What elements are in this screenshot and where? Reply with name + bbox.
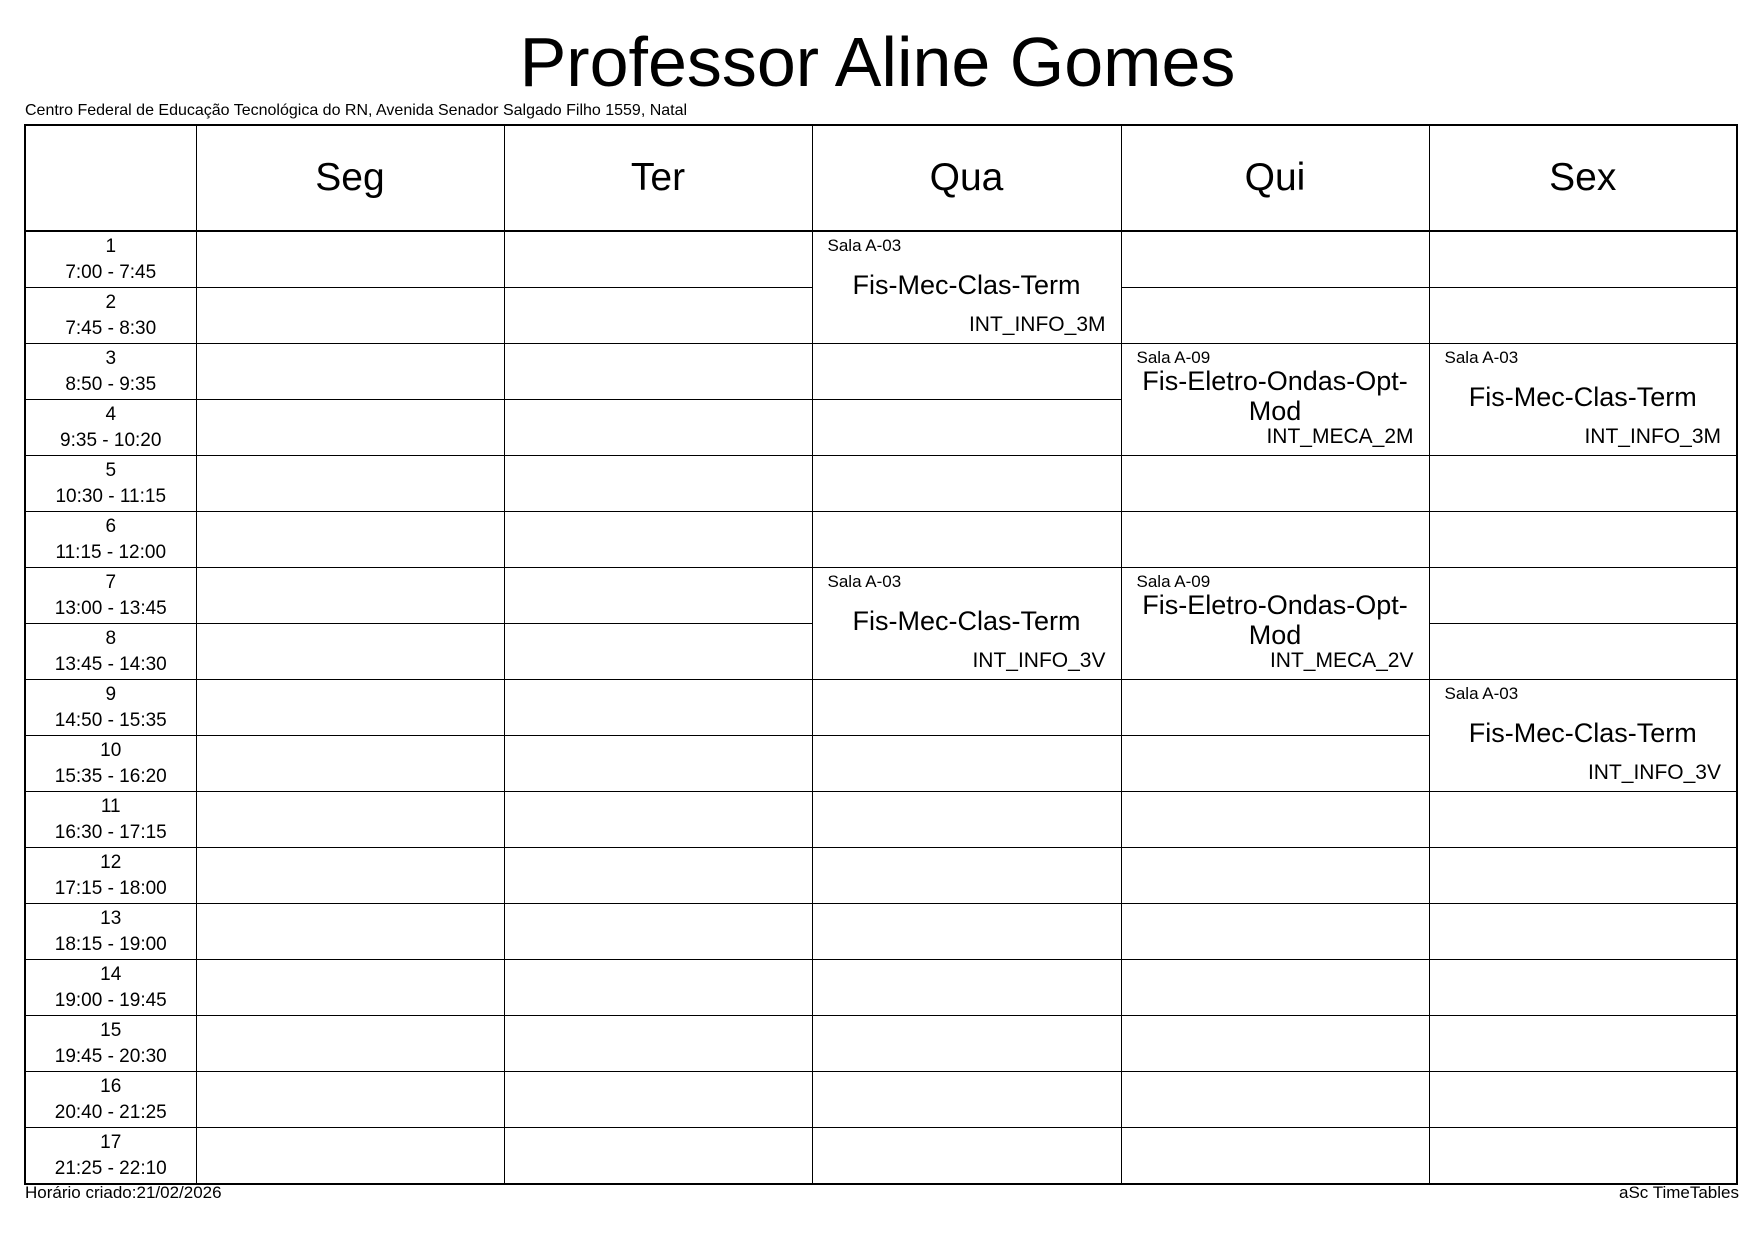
empty-slot — [196, 792, 504, 848]
empty-slot — [196, 848, 504, 904]
empty-slot — [1121, 1128, 1429, 1185]
period-label — [25, 736, 196, 792]
empty-slot — [504, 904, 812, 960]
empty-slot — [196, 231, 504, 288]
period-number: 3 — [105, 347, 117, 369]
empty-slot — [504, 1072, 812, 1128]
empty-slot — [1121, 512, 1429, 568]
lesson-subject: Fis-Mec-Clas-Term — [852, 606, 1081, 636]
corner-cell — [25, 125, 196, 231]
timetable — [24, 124, 1738, 1185]
day-header-seg: Seg — [196, 125, 504, 231]
empty-slot — [1429, 456, 1737, 512]
empty-slot — [504, 288, 812, 344]
period-label — [25, 904, 196, 960]
period-time: 21:25 - 22:10 — [54, 1157, 167, 1179]
empty-slot — [1429, 512, 1737, 568]
empty-slot — [812, 512, 1121, 568]
period-time: 11:15 - 12:00 — [55, 541, 167, 563]
period-time: 13:00 - 13:45 — [54, 597, 167, 619]
empty-slot — [1429, 960, 1737, 1016]
period-number: 10 — [100, 739, 122, 761]
lesson-class-group: INT_INFO_3V — [972, 649, 1106, 672]
empty-slot — [812, 1128, 1121, 1185]
empty-slot — [1429, 1128, 1737, 1185]
empty-slot — [1121, 1016, 1429, 1072]
period-number: 16 — [100, 1075, 122, 1097]
empty-slot — [504, 231, 812, 288]
software-credit: aSc TimeTables — [1619, 1183, 1739, 1202]
empty-slot — [812, 1016, 1121, 1072]
empty-slot — [196, 400, 504, 456]
period-row — [25, 792, 1737, 848]
period-time: 17:15 - 18:00 — [54, 877, 167, 899]
period-time: 7:00 - 7:45 — [65, 261, 157, 283]
empty-slot — [196, 344, 504, 400]
lesson-class-group: INT_INFO_3M — [968, 313, 1106, 336]
period-time: 15:35 - 16:20 — [54, 765, 167, 787]
period-row — [25, 512, 1737, 568]
empty-slot — [1121, 456, 1429, 512]
empty-slot — [504, 568, 812, 624]
empty-slot — [1429, 904, 1737, 960]
empty-slot — [196, 512, 504, 568]
empty-slot — [812, 456, 1121, 512]
empty-slot — [1121, 848, 1429, 904]
empty-slot — [812, 400, 1121, 456]
day-header-row — [25, 125, 1737, 231]
day-header-qui: Qui — [1121, 125, 1429, 231]
empty-slot — [504, 1128, 812, 1185]
period-number: 5 — [105, 459, 117, 481]
lesson-cell[interactable] — [1121, 344, 1429, 456]
empty-slot — [504, 792, 812, 848]
empty-slot — [196, 904, 504, 960]
school-address: Centro Federal de Educação Tecnológica do RN, Avenida Senador Salgado Filho 1559, Natal — [25, 102, 688, 119]
lesson-class-group: INT_MECA_2M — [1266, 425, 1414, 448]
period-label — [25, 960, 196, 1016]
empty-slot — [504, 512, 812, 568]
empty-slot — [196, 1016, 504, 1072]
period-number: 14 — [100, 963, 122, 985]
empty-slot — [196, 680, 504, 736]
empty-slot — [812, 904, 1121, 960]
empty-slot — [1429, 624, 1737, 680]
period-label — [25, 1128, 196, 1185]
lesson-cell[interactable] — [1429, 344, 1737, 456]
empty-slot — [196, 1072, 504, 1128]
empty-slot — [196, 456, 504, 512]
lesson-subject: Fis-Mec-Clas-Term — [852, 270, 1081, 300]
empty-slot — [1121, 904, 1429, 960]
lesson-class-group: INT_INFO_3M — [1584, 425, 1721, 448]
empty-slot — [196, 1128, 504, 1185]
empty-slot — [504, 960, 812, 1016]
page-title: Professor Aline Gomes — [519, 23, 1236, 101]
period-number: 4 — [105, 403, 117, 425]
period-time: 18:15 - 19:00 — [54, 933, 167, 955]
period-label — [25, 624, 196, 680]
period-row — [25, 960, 1737, 1016]
period-time: 19:45 - 20:30 — [54, 1045, 167, 1067]
empty-slot — [1121, 288, 1429, 344]
period-time: 14:50 - 15:35 — [54, 709, 167, 731]
empty-slot — [812, 960, 1121, 1016]
period-label — [25, 792, 196, 848]
period-label — [25, 848, 196, 904]
period-row — [25, 231, 1737, 288]
period-label — [25, 400, 196, 456]
empty-slot — [504, 680, 812, 736]
empty-slot — [812, 680, 1121, 736]
period-number: 2 — [105, 291, 117, 313]
empty-slot — [1429, 1072, 1737, 1128]
empty-slot — [1121, 1072, 1429, 1128]
empty-slot — [504, 400, 812, 456]
empty-slot — [1121, 231, 1429, 288]
period-row — [25, 568, 1737, 624]
lesson-class-group: INT_MECA_2V — [1269, 649, 1414, 672]
period-row — [25, 904, 1737, 960]
lesson-room: Sala A-03 — [1444, 348, 1519, 367]
empty-slot — [1429, 288, 1737, 344]
lesson-class-group: INT_INFO_3V — [1587, 761, 1721, 784]
empty-slot — [1429, 568, 1737, 624]
lesson-subject: Fis-Eletro-Ondas-Opt-Mod — [1142, 366, 1408, 426]
empty-slot — [1121, 792, 1429, 848]
period-time: 19:00 - 19:45 — [54, 989, 167, 1011]
period-label — [25, 1016, 196, 1072]
empty-slot — [1121, 960, 1429, 1016]
empty-slot — [504, 848, 812, 904]
lesson-room: Sala A-03 — [1444, 684, 1519, 703]
lesson-room: Sala A-09 — [1136, 348, 1211, 367]
day-header-ter: Ter — [504, 125, 812, 231]
empty-slot — [1429, 792, 1737, 848]
lesson-subject: Fis-Eletro-Ondas-Opt-Mod — [1142, 590, 1408, 650]
period-time: 7:45 - 8:30 — [65, 317, 157, 339]
period-row — [25, 848, 1737, 904]
empty-slot — [504, 736, 812, 792]
period-number: 8 — [105, 627, 117, 649]
empty-slot — [1121, 736, 1429, 792]
period-label — [25, 680, 196, 736]
empty-slot — [504, 624, 812, 680]
period-number: 7 — [105, 571, 117, 593]
period-label — [25, 568, 196, 624]
lesson-subject: Fis-Mec-Clas-Term — [1468, 382, 1697, 412]
period-label — [25, 456, 196, 512]
empty-slot — [196, 736, 504, 792]
lesson-room: Sala A-09 — [1136, 572, 1211, 591]
empty-slot — [196, 624, 504, 680]
lesson-cell[interactable] — [812, 568, 1121, 680]
period-label — [25, 344, 196, 400]
period-row — [25, 456, 1737, 512]
empty-slot — [1429, 848, 1737, 904]
period-time: 8:50 - 9:35 — [65, 373, 157, 395]
empty-slot — [504, 456, 812, 512]
created-date: Horário criado:21/02/2026 — [25, 1183, 222, 1202]
period-time: 9:35 - 10:20 — [60, 429, 162, 451]
period-row — [25, 344, 1737, 400]
period-number: 12 — [100, 851, 122, 873]
period-time: 20:40 - 21:25 — [54, 1101, 167, 1123]
empty-slot — [1429, 231, 1737, 288]
empty-slot — [812, 848, 1121, 904]
empty-slot — [812, 792, 1121, 848]
empty-slot — [812, 344, 1121, 400]
empty-slot — [812, 736, 1121, 792]
period-number: 11 — [100, 795, 121, 817]
lesson-subject: Fis-Mec-Clas-Term — [1468, 718, 1697, 748]
lesson-cell[interactable] — [1429, 680, 1737, 792]
period-row — [25, 1128, 1737, 1185]
empty-slot — [196, 960, 504, 1016]
lesson-room: Sala A-03 — [827, 236, 902, 255]
period-label — [25, 288, 196, 344]
period-row — [25, 680, 1737, 736]
period-number: 15 — [100, 1019, 122, 1041]
empty-slot — [504, 1016, 812, 1072]
day-header-sex: Sex — [1429, 125, 1737, 231]
empty-slot — [1429, 1016, 1737, 1072]
empty-slot — [812, 1072, 1121, 1128]
lesson-cell[interactable] — [1121, 568, 1429, 680]
lesson-room: Sala A-03 — [827, 572, 902, 591]
period-number: 9 — [105, 683, 117, 705]
period-row — [25, 1072, 1737, 1128]
period-row — [25, 1016, 1737, 1072]
period-time: 10:30 - 11:15 — [55, 485, 167, 507]
empty-slot — [196, 568, 504, 624]
period-label — [25, 512, 196, 568]
period-label — [25, 231, 196, 288]
period-number: 17 — [100, 1131, 122, 1153]
empty-slot — [196, 288, 504, 344]
period-label — [25, 1072, 196, 1128]
empty-slot — [1121, 680, 1429, 736]
period-number: 13 — [100, 907, 122, 929]
period-number: 1 — [105, 235, 117, 257]
period-time: 16:30 - 17:15 — [54, 821, 167, 843]
day-header-qua: Qua — [812, 125, 1121, 231]
lesson-cell[interactable] — [812, 231, 1121, 344]
period-time: 13:45 - 14:30 — [54, 653, 167, 675]
empty-slot — [504, 344, 812, 400]
period-number: 6 — [105, 515, 117, 537]
